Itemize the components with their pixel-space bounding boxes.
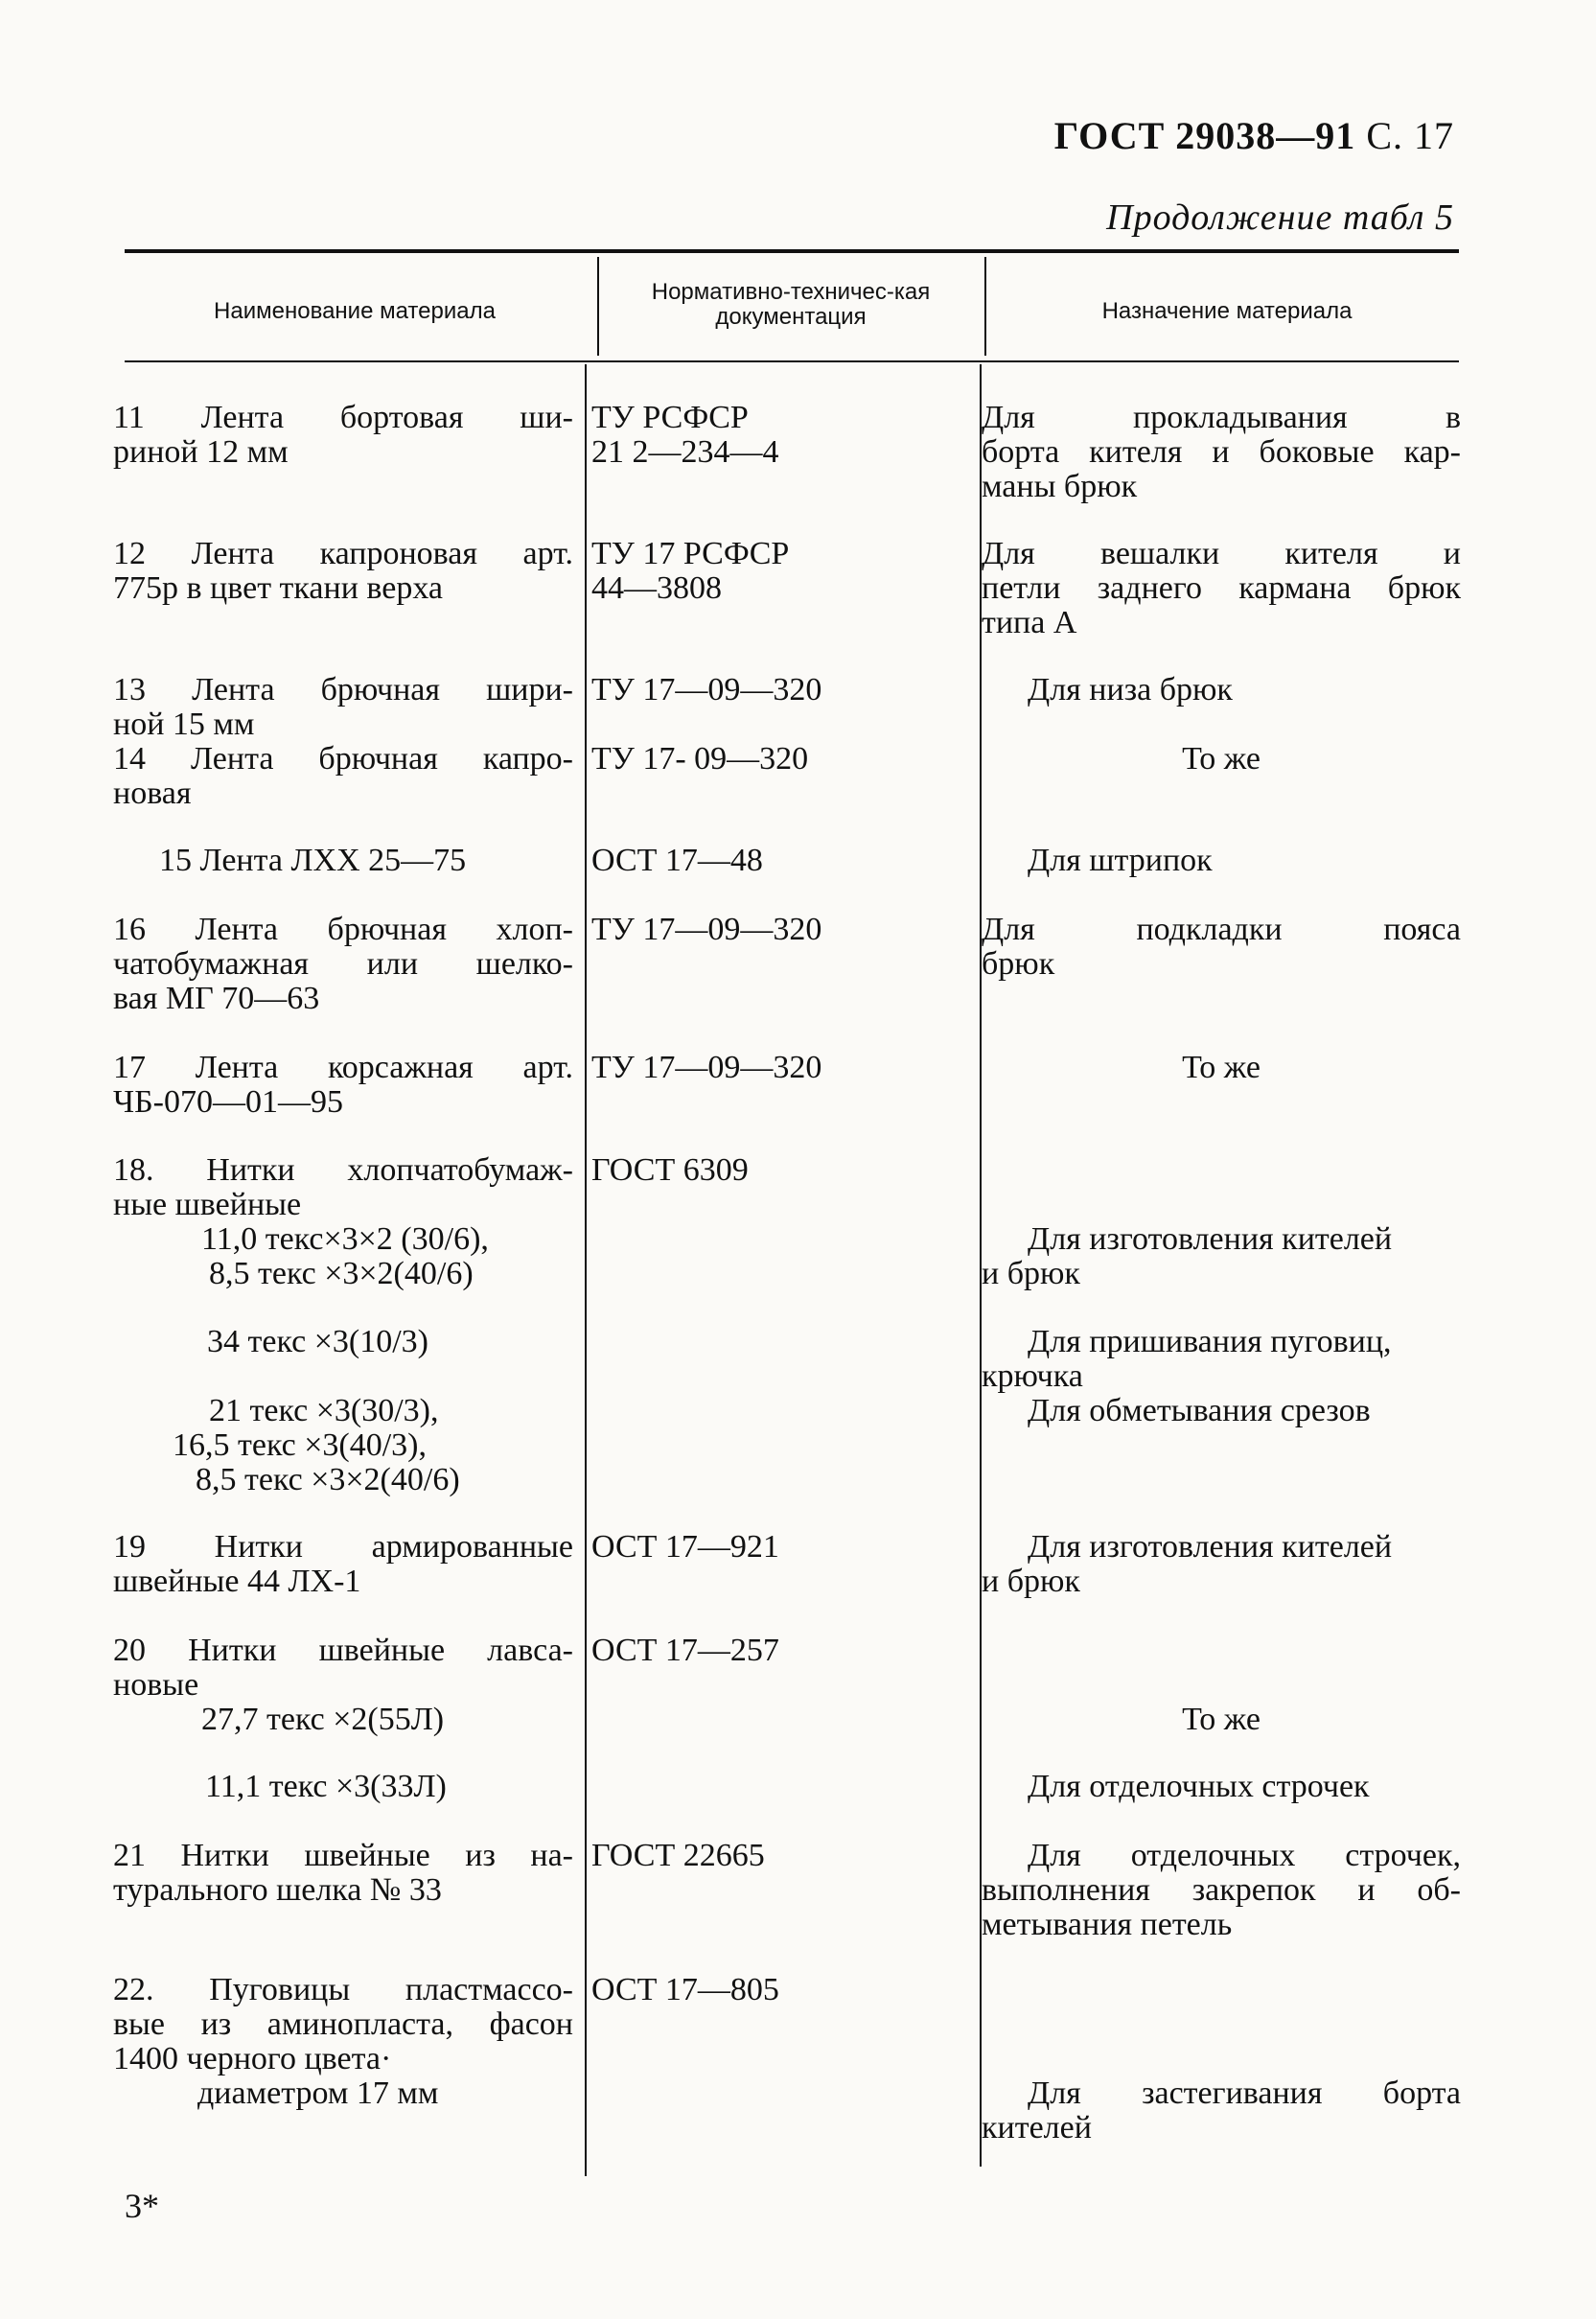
material-line: турального шелка № 33 — [113, 1872, 442, 1908]
column-header-documentation: Нормативно-техничес-кая документация — [651, 279, 931, 330]
documentation: ГОСТ 22665 — [591, 1838, 765, 1873]
purpose-line: То же — [1182, 741, 1261, 777]
thread-spec: 8,5 текс ×3×2(40/6) — [196, 1462, 460, 1497]
thread-spec: 21 текс ×3(30/3), — [209, 1393, 439, 1428]
purpose-line: и брюк — [982, 1564, 1080, 1599]
purpose-line: Для низа брюк — [1028, 672, 1233, 707]
purpose-line: Для изготовления кителей — [1028, 1221, 1393, 1257]
column-divider — [984, 257, 986, 356]
material-line: 21 Нитки швейные из на- — [113, 1838, 573, 1873]
purpose-line: Для пришивания пуговиц, — [1028, 1324, 1392, 1359]
material-line: швейные 44 ЛХ-1 — [113, 1564, 361, 1599]
standard-number: ГОСТ 29038—91 — [1053, 114, 1356, 157]
purpose-line: брюк — [982, 946, 1055, 982]
purpose-line: То же — [1182, 1050, 1261, 1085]
purpose-line: петли заднего кармана брюк — [982, 570, 1461, 606]
table-continuation-label: Продолжение табл 5 — [1106, 197, 1454, 238]
column-header-purpose: Назначение материала — [1101, 298, 1353, 324]
material-line: риной 12 мм — [113, 434, 289, 470]
material-line: 1400 черного цвета· — [113, 2041, 392, 2076]
material-line: 18. Нитки хлопчатобумаж- — [113, 1152, 573, 1188]
material-line: ЧБ-070—01—95 — [113, 1084, 343, 1120]
material-line: новая — [113, 776, 192, 811]
documentation: 44—3808 — [591, 570, 722, 606]
purpose-line: То же — [1182, 1702, 1261, 1737]
purpose-line: Для застегивания борта — [1028, 2076, 1461, 2111]
page-number: С. 17 — [1366, 114, 1454, 157]
documentation: ОСТ 17—48 — [591, 843, 763, 878]
material-line: 16 Лента брючная хлоп- — [113, 912, 573, 947]
thread-spec: 34 текс ×3(10/3) — [207, 1324, 428, 1359]
material-line: 20 Нитки швейные лавса- — [113, 1633, 573, 1668]
purpose-line: кителей — [982, 2110, 1092, 2145]
material-line: 19 Нитки армированные — [113, 1529, 573, 1565]
purpose-line: Для отделочных строчек, — [1028, 1838, 1461, 1873]
documentation: ТУ 17—09—320 — [591, 912, 822, 947]
material-line: 12 Лента капроновая арт. — [113, 536, 573, 571]
material-line: 775р в цвет ткани верха — [113, 570, 443, 606]
material-line: ной 15 мм — [113, 707, 255, 742]
purpose-line: метывания петель — [982, 1907, 1233, 1942]
purpose-line: Для подкладки пояса — [982, 912, 1461, 947]
material-line: 15 Лента ЛХХ 25—75 — [159, 843, 467, 878]
thread-spec: 11,1 текс ×3(33Л) — [205, 1769, 447, 1804]
documentation: ОСТ 17—257 — [591, 1633, 779, 1668]
table-top-rule — [125, 249, 1459, 253]
material-line: 13 Лента брючная шири- — [113, 672, 573, 707]
material-line: 22. Пуговицы пластмассо- — [113, 1972, 573, 2007]
footer-mark: 3* — [125, 2187, 159, 2225]
table-header-rule — [125, 360, 1459, 362]
purpose-line: маны брюк — [982, 469, 1138, 504]
page-header — [1054, 113, 1454, 158]
material-line: ные швейные — [113, 1187, 302, 1222]
material-line: 14 Лента брючная капро- — [113, 741, 573, 777]
documentation: ОСТ 17—805 — [591, 1972, 779, 2007]
purpose-line: выполнения закрепок и об- — [982, 1872, 1461, 1908]
purpose-line: крючка — [982, 1358, 1083, 1394]
material-line: диаметром 17 мм — [197, 2076, 439, 2111]
material-line: вые из аминопласта, фасон — [113, 2006, 573, 2042]
documentation: ТУ 17 РСФСР — [591, 536, 790, 571]
thread-spec: 8,5 текс ×3×2(40/6) — [209, 1256, 474, 1291]
column-divider — [585, 364, 587, 2176]
documentation: ТУ 17- 09—320 — [591, 741, 809, 777]
material-line: вая МГ 70—63 — [113, 981, 320, 1016]
purpose-line: борта кителя и боковые кар- — [982, 434, 1461, 470]
purpose-line: Для прокладывания в — [982, 400, 1461, 435]
purpose-line: Для обметывания срезов — [1028, 1393, 1371, 1428]
purpose-line: Для отделочных строчек — [1028, 1769, 1370, 1804]
thread-spec: 11,0 текс×3×2 (30/6), — [201, 1221, 489, 1257]
purpose-line: Для вешалки кителя и — [982, 536, 1461, 571]
purpose-line: Для изготовления кителей — [1028, 1529, 1393, 1565]
purpose-line: типа А — [982, 605, 1077, 640]
documentation: ОСТ 17—921 — [591, 1529, 779, 1565]
material-line: 17 Лента корсажная арт. — [113, 1050, 573, 1085]
material-line: 11 Лента бортовая ши- — [113, 400, 573, 435]
purpose-line: Для штрипок — [1028, 843, 1213, 878]
thread-spec: 16,5 текс ×3(40/3), — [173, 1427, 427, 1463]
column-header-material: Наименование материала — [214, 298, 496, 324]
documentation: ТУ РСФСР — [591, 400, 749, 435]
purpose-line: и брюк — [982, 1256, 1080, 1291]
column-divider — [597, 257, 599, 356]
thread-spec: 27,7 текс ×2(55Л) — [201, 1702, 445, 1737]
documentation: ГОСТ 6309 — [591, 1152, 749, 1188]
material-line: чатобумажная или шелко- — [113, 946, 573, 982]
material-line: новые — [113, 1667, 199, 1703]
documentation: 21 2—234—4 — [591, 434, 779, 470]
documentation: ТУ 17—09—320 — [591, 672, 822, 707]
documentation: ТУ 17—09—320 — [591, 1050, 822, 1085]
